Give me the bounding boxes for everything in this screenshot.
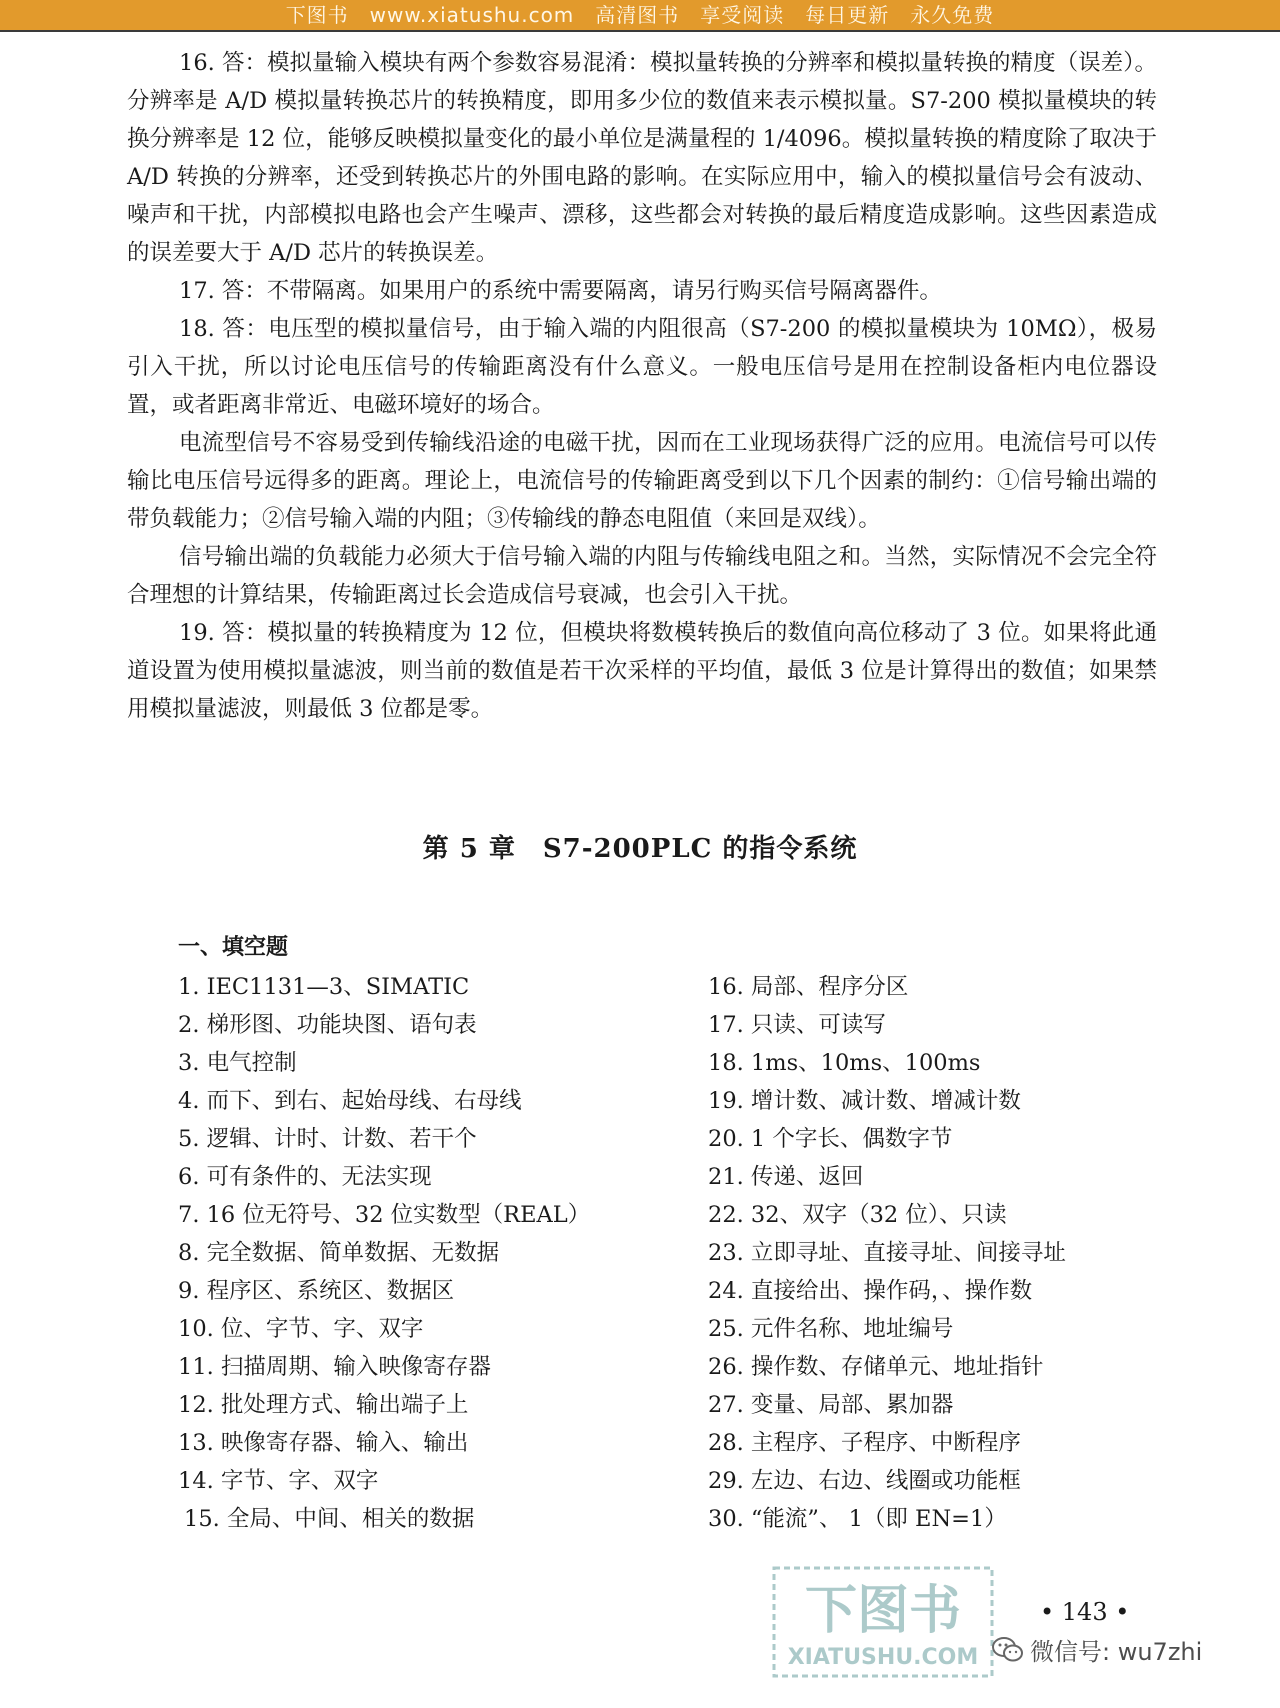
top-banner: 下图书 www.xiatushu.com 高清图书 享受阅读 每日更新 永久免费: [0, 0, 1280, 32]
xiatushu-logo-watermark: [772, 1566, 994, 1678]
list-item: 29. 左边、右边、线圈或功能框: [708, 1468, 1021, 1494]
page-number: • 143 •: [1040, 1598, 1130, 1626]
list-item: 7. 16 位无符号、32 位实数型（REAL）: [178, 1202, 591, 1228]
list-item: 20. 1 个字长、偶数字节: [708, 1126, 953, 1152]
list-item: 16. 局部、程序分区: [708, 974, 909, 1000]
list-item: 21. 传递、返回: [708, 1164, 864, 1190]
list-item: 1. IEC1131—3、SIMATIC: [178, 974, 470, 1000]
list-item: 6. 可有条件的、无法实现: [178, 1164, 432, 1190]
list-item: 5. 逻辑、计时、计数、若干个: [178, 1126, 477, 1152]
list-item: 30. “能流”、 1（即 EN=1）: [708, 1506, 1007, 1532]
list-item: 4. 而下、到右、起始母线、右母线: [178, 1088, 522, 1114]
list-item: 12. 批处理方式、输出端子上: [178, 1392, 469, 1418]
list-item: 14. 字节、字、双字: [178, 1468, 379, 1494]
list-item: 2. 梯形图、功能块图、语句表: [178, 1012, 477, 1038]
answer-text: [127, 44, 1157, 728]
answer-18-current: 电流型信号不容易受到传输线沿途的电磁干扰，因而在工业现场获得广泛的应用。电流信号可以传输比电压信号远得多的距离。理论上，电流信号的传输距离受到以下几个因素的制约：①信号输出端的带负载能力；②信号输入端的内阻；③传输线的静态电阻值（来回是双线）。: [127, 430, 1157, 532]
wechat-badge: [992, 1632, 1202, 1667]
section-heading: 一、填空题: [178, 935, 289, 960]
list-item: 17. 只读、可读写: [708, 1012, 886, 1038]
list-item: 9. 程序区、系统区、数据区: [178, 1278, 455, 1304]
list-item: 13. 映像寄存器、输入、输出: [178, 1430, 469, 1456]
wechat-icon: [992, 1636, 1024, 1664]
list-item: 3. 电气控制: [178, 1050, 297, 1076]
list-item: 22. 32、双字（32 位）、只读: [708, 1202, 1007, 1228]
answer-19: 19. 答：模拟量的转换精度为 12 位，但模块将数模转换后的数值向高位移动了 3 位。如果将此通道设置为使用模拟量滤波，则当前的数值是若干次采样的平均值，最低 3 位是计算得出的数值；如果禁用模拟量滤波，则最低 3 位都是零。: [127, 620, 1157, 722]
answer-16: 16. 答：模拟量输入模块有两个参数容易混淆：模拟量转换的分辨率和模拟量转换的精度（误差）。分辨率是 A/D 模拟量转换芯片的转换精度，即用多少位的数值来表示模拟量。S7-200 模拟量模块的转换分辨率是 12 位，能够反映模拟量变化的最小单位是满量程的 1/4096。模拟量转换的精度除了取决于 A/D 转换的分辨率，还受到转换芯片的外围电路的影响。在实际应用中，输入的模拟量信号会有波动、噪声和干扰，内部模拟电路也会产生噪声、漂移，这些都会对转换的最后精度造成影响。这些因素造成的误差要大于 A/D 芯片的转换误差。: [127, 50, 1157, 266]
answer-17: 17. 答：不带隔离。如果用户的系统中需要隔离，请另行购买信号隔离器件。: [179, 278, 942, 304]
fill-in-left-column: [178, 968, 698, 1538]
list-item: 25. 元件名称、地址编号: [708, 1316, 954, 1342]
list-item: 19. 增计数、减计数、增减计数: [708, 1088, 1021, 1114]
list-item: 26. 操作数、存储单元、地址指针: [708, 1354, 1044, 1380]
list-item: 23. 立即寻址、直接寻址、间接寻址: [708, 1240, 1066, 1266]
list-item: 24. 直接给出、操作码，、操作数: [708, 1278, 1033, 1304]
answer-18: 18. 答：电压型的模拟量信号，由于输入端的内阻很高（S7-200 的模拟量模块为 10MΩ），极易引入干扰，所以讨论电压信号的传输距离没有什么意义。一般电压信号是用在控制设备柜内电位器设置，或者距离非常近、电磁环境好的场合。: [127, 316, 1157, 418]
answer-18-load: 信号输出端的负载能力必须大于信号输入端的内阻与传输线电阻之和。当然，实际情况不会完全符合理想的计算结果，传输距离过长会造成信号衰减，也会引入干扰。: [127, 544, 1157, 608]
list-item: 28. 主程序、子程序、中断程序: [708, 1430, 1021, 1456]
chapter-title: 第 5 章 S7-200PLC 的指令系统: [422, 834, 858, 864]
wechat-label: 微信号: wu7zhi: [1030, 1638, 1203, 1666]
logo-en-text: XIATUSHU.COM: [787, 1645, 979, 1670]
fill-in-right-column: [708, 968, 1228, 1538]
logo-cn-text: 下图书: [804, 1581, 962, 1641]
list-item: 15. 全局、中间、相关的数据: [184, 1506, 475, 1532]
list-item: 8. 完全数据、简单数据、无数据: [178, 1240, 500, 1266]
xiatushu-logo-icon: [772, 1566, 994, 1678]
list-item: 18. 1ms、10ms、100ms: [708, 1050, 981, 1076]
list-item: 11. 扫描周期、输入映像寄存器: [178, 1354, 491, 1380]
list-item: 27. 变量、局部、累加器: [708, 1392, 954, 1418]
list-item: 10. 位、字节、字、双字: [178, 1316, 424, 1342]
